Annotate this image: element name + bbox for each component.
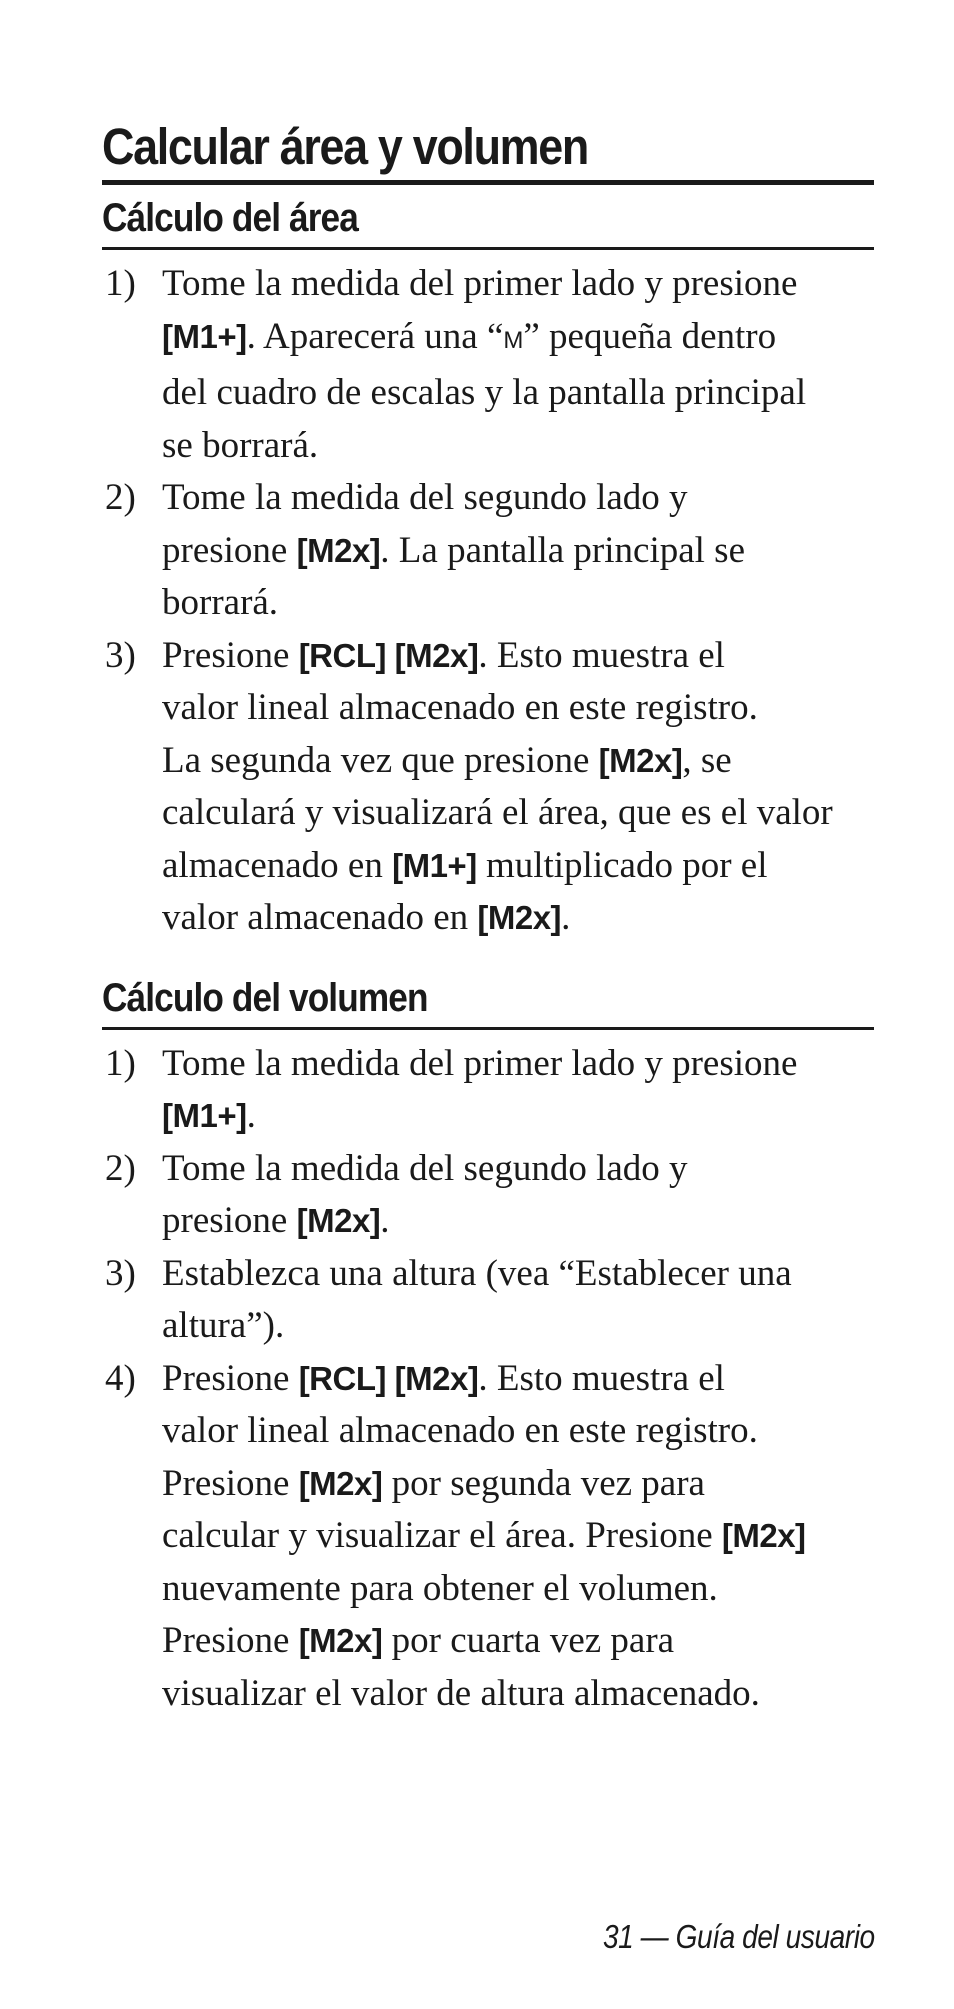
step-text: .	[380, 1200, 390, 1241]
area-steps	[102, 258, 874, 945]
step-line: nuevamente para obtener el volumen.	[162, 1567, 718, 1609]
step-text: . Esto muestra el	[478, 634, 725, 676]
step-text: .	[246, 1095, 256, 1136]
step-text: Presione	[162, 1620, 299, 1661]
key-label: [RCL] [M2x]	[298, 1359, 479, 1397]
step-line: visualizar el valor de altura almacenado.	[162, 1672, 760, 1714]
key-label: [M1+]	[162, 317, 247, 355]
step-line: calculará y visualizará el área, que es el valor	[162, 792, 833, 833]
step-line: Tome la medida del primer lado y presione	[162, 263, 798, 304]
step-text: por segunda vez para	[382, 1462, 705, 1504]
step-text: almacenado en	[162, 844, 393, 886]
area-rule	[102, 247, 874, 250]
volume-step-2	[102, 1143, 874, 1248]
step-text: .	[561, 897, 571, 938]
small-m-glyph: M	[503, 326, 524, 354]
step-line: Tome la medida del primer lado y presione	[162, 1042, 798, 1084]
key-label: [M1+]	[392, 846, 477, 884]
area-step-3	[102, 630, 874, 945]
area-step-1	[102, 258, 874, 472]
volume-section	[102, 965, 874, 1721]
step-number: 3)	[105, 1252, 136, 1294]
volume-steps	[102, 1038, 874, 1721]
volume-rule	[102, 1027, 874, 1030]
step-text: Presione	[162, 634, 299, 676]
page-title: Calcular área y volumen	[102, 118, 589, 175]
area-heading: Cálculo del área	[102, 196, 358, 240]
page-footer: 31 — Guía del usuario	[603, 1918, 875, 1955]
step-number: 1)	[105, 1042, 136, 1084]
step-text: Presione	[162, 1357, 299, 1399]
key-label: [M1+]	[162, 1097, 247, 1134]
step-line: valor lineal almacenado en este registro.	[162, 1410, 758, 1451]
step-text: ” pequeña dentro	[523, 315, 777, 357]
step-line: altura”).	[162, 1305, 285, 1346]
step-text: La segunda vez que presione	[162, 739, 599, 781]
step-text: . Aparecerá una “	[246, 315, 504, 357]
step-line: Establezca una altura (vea “Establecer una	[162, 1252, 792, 1294]
key-label: [M2x]	[721, 1517, 806, 1554]
step-text: multiplicado por el	[476, 844, 768, 886]
step-number: 2)	[105, 1147, 136, 1189]
step-number: 3)	[105, 634, 136, 676]
area-section	[102, 185, 874, 945]
volume-step-4	[102, 1353, 874, 1721]
step-text: presione	[162, 1200, 297, 1241]
step-text: presione	[162, 529, 297, 571]
key-label: [M2x]	[298, 1622, 383, 1659]
step-number: 1)	[105, 263, 136, 304]
step-text: , se	[682, 739, 732, 781]
step-line: Tome la medida del segundo lado y	[162, 477, 688, 518]
step-number: 2)	[105, 477, 136, 518]
volume-step-3	[102, 1248, 874, 1353]
key-label: [M2x]	[298, 1464, 383, 1502]
key-label: [M2x]	[598, 741, 683, 779]
step-line: valor lineal almacenado en este registro.	[162, 687, 758, 728]
volume-heading: Cálculo del volumen	[102, 975, 428, 1020]
area-step-2	[102, 472, 874, 630]
step-text: calcular y visualizar el área. Presione	[162, 1515, 722, 1556]
volume-step-1	[102, 1038, 874, 1143]
step-text: . Esto muestra el	[478, 1357, 725, 1399]
key-label: [RCL] [M2x]	[298, 636, 479, 674]
step-line: Tome la medida del segundo lado y	[162, 1147, 688, 1189]
step-line: se borrará.	[162, 424, 319, 466]
step-number: 4)	[105, 1357, 136, 1399]
step-text: valor almacenado en	[162, 897, 478, 938]
manual-page	[102, 110, 874, 1720]
key-label: [M2x]	[477, 899, 562, 936]
step-text: Presione	[162, 1462, 299, 1504]
step-text: . La pantalla principal se	[380, 529, 746, 571]
key-label: [M2x]	[296, 1202, 381, 1239]
step-line: borrará.	[162, 582, 279, 623]
key-label: [M2x]	[296, 531, 381, 569]
step-text: por cuarta vez para	[382, 1620, 675, 1661]
step-line: del cuadro de escalas y la pantalla principal	[162, 372, 807, 413]
